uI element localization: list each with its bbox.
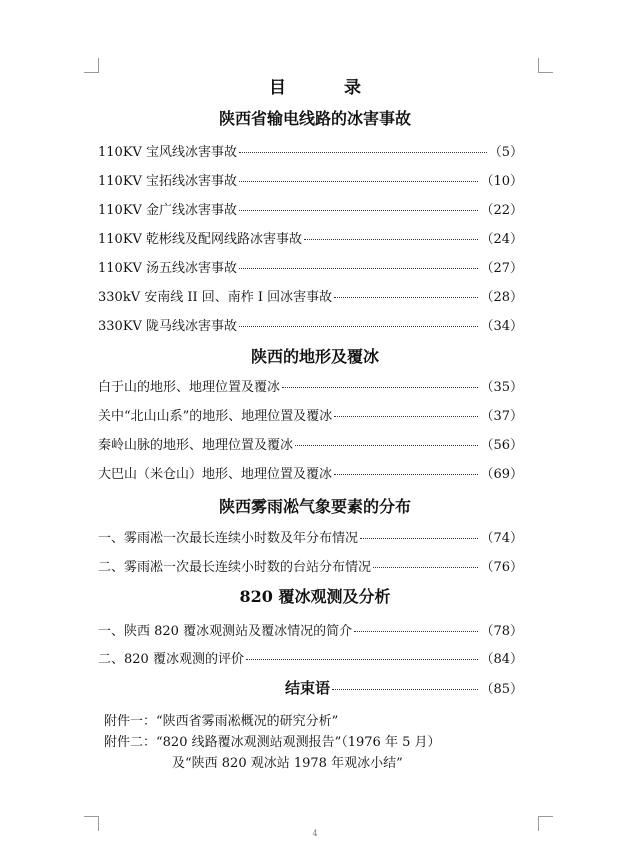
- toc-entry-text: 一、陕西 820 覆冰观测站及覆冰情况的简介: [98, 624, 353, 639]
- leader-dots: [239, 210, 478, 211]
- toc-entry[interactable]: [98, 527, 523, 547]
- toc-entry[interactable]: [98, 315, 523, 335]
- toc-entry[interactable]: [98, 620, 523, 640]
- leader-dots: [354, 631, 478, 632]
- toc-entry-page: （27）: [480, 261, 523, 276]
- toc-entry-text: 110KV 汤五线冰害事故: [98, 261, 238, 276]
- toc-entry-page: （35）: [480, 380, 523, 395]
- leader-dots: [246, 659, 479, 660]
- toc-entry[interactable]: [98, 141, 523, 161]
- toc-entry[interactable]: [98, 463, 523, 483]
- toc-entry[interactable]: [98, 405, 523, 425]
- toc-entry-page: （5）: [488, 145, 523, 160]
- toc-entry-conclusion[interactable]: [285, 677, 523, 698]
- section-heading-terrain-icing: 陕西的地形及覆冰: [250, 347, 379, 366]
- leader-dots: [334, 416, 478, 417]
- leader-dots: [360, 538, 478, 539]
- toc-title: 目 录: [269, 78, 387, 98]
- leader-dots: [334, 297, 478, 298]
- leader-dots: [373, 567, 478, 568]
- leader-dots: [334, 474, 478, 475]
- toc-entry-text: 秦岭山脉的地形、地理位置及覆冰: [98, 438, 294, 453]
- toc-entry-text: 一、雾雨凇一次最长连续小时数及年分布情况: [98, 531, 359, 546]
- leader-dots: [239, 268, 478, 269]
- toc-entry-text: 330kV 安南线 II 回、南柞 I 回冰害事故: [98, 290, 333, 305]
- toc-entry-page: （78）: [480, 624, 523, 639]
- toc-entry-page: （69）: [480, 467, 523, 482]
- toc-entry[interactable]: [98, 228, 523, 248]
- toc-entry[interactable]: [98, 199, 523, 219]
- leader-dots: [295, 445, 478, 446]
- toc-entry-text: 110KV 宝拓线冰害事故: [98, 174, 238, 189]
- toc-entry[interactable]: [98, 170, 523, 190]
- toc-entry-page: （28）: [480, 290, 523, 305]
- toc-entry-text: 110KV 宝风线冰害事故: [98, 145, 238, 160]
- crop-mark-top-left: [84, 58, 99, 73]
- toc-entry-text: 330KV 陇马线冰害事故: [98, 319, 238, 334]
- leader-dots: [239, 326, 478, 327]
- toc-entry-page: （56）: [480, 438, 523, 453]
- attachment-2-continued: 及“陕西 820 观冰站 1978 年观冰小结”: [172, 756, 403, 771]
- toc-entry-text: 白于山的地形、地理位置及覆冰: [98, 380, 281, 395]
- toc-entry-page: （24）: [480, 232, 523, 247]
- leader-dots: [239, 181, 478, 182]
- crop-mark-top-right: [538, 58, 553, 73]
- toc-entry-text: 110KV 金广线冰害事故: [98, 203, 238, 218]
- conclusion-text: 结束语: [285, 679, 331, 697]
- toc-entry[interactable]: [98, 434, 523, 454]
- toc-entry-text: 二、雾雨凇一次最长连续小时数的台站分布情况: [98, 560, 372, 575]
- toc-entry-text: 110KV 乾彬线及配网线路冰害事故: [98, 232, 303, 247]
- toc-entry-page: （84）: [480, 652, 523, 667]
- leader-dots: [332, 689, 478, 690]
- toc-entry[interactable]: [98, 257, 523, 277]
- section-heading-icing-accidents: 陕西省输电线路的冰害事故: [218, 109, 411, 128]
- section-heading-820-observation: 820 覆冰观测及分析: [239, 587, 391, 606]
- attachment-1: 附件一：“陕西省雾雨凇概况的研究分析”: [104, 714, 339, 729]
- toc-entry[interactable]: [98, 286, 523, 306]
- toc-entry-text: 大巴山（米仓山）地形、地理位置及覆冰: [98, 467, 333, 482]
- toc-entry-page: （22）: [480, 203, 523, 218]
- toc-entry-text: 关中“北山山系”的地形、地理位置及覆冰: [98, 409, 333, 424]
- toc-entry-page: （74）: [480, 531, 523, 546]
- toc-entry-page: （34）: [480, 319, 523, 334]
- leader-dots: [304, 239, 478, 240]
- toc-entry-page: （76）: [480, 560, 523, 575]
- toc-entry[interactable]: [98, 376, 523, 396]
- page-number: 4: [312, 829, 318, 838]
- conclusion-page: （85）: [480, 682, 523, 697]
- attachment-2: 附件二：“820 线路覆冰观测站观测报告”（1976 年 5 月）: [104, 735, 441, 750]
- toc-entry-page: （10）: [480, 174, 523, 189]
- toc-entry[interactable]: [98, 556, 523, 576]
- toc-entry[interactable]: [98, 648, 523, 668]
- section-heading-rime-meteorology: 陕西雾雨凇气象要素的分布: [218, 497, 411, 516]
- toc-entry-page: （37）: [480, 409, 523, 424]
- toc-entry-text: 二、820 覆冰观测的评价: [98, 652, 244, 667]
- leader-dots: [239, 152, 487, 153]
- leader-dots: [282, 387, 478, 388]
